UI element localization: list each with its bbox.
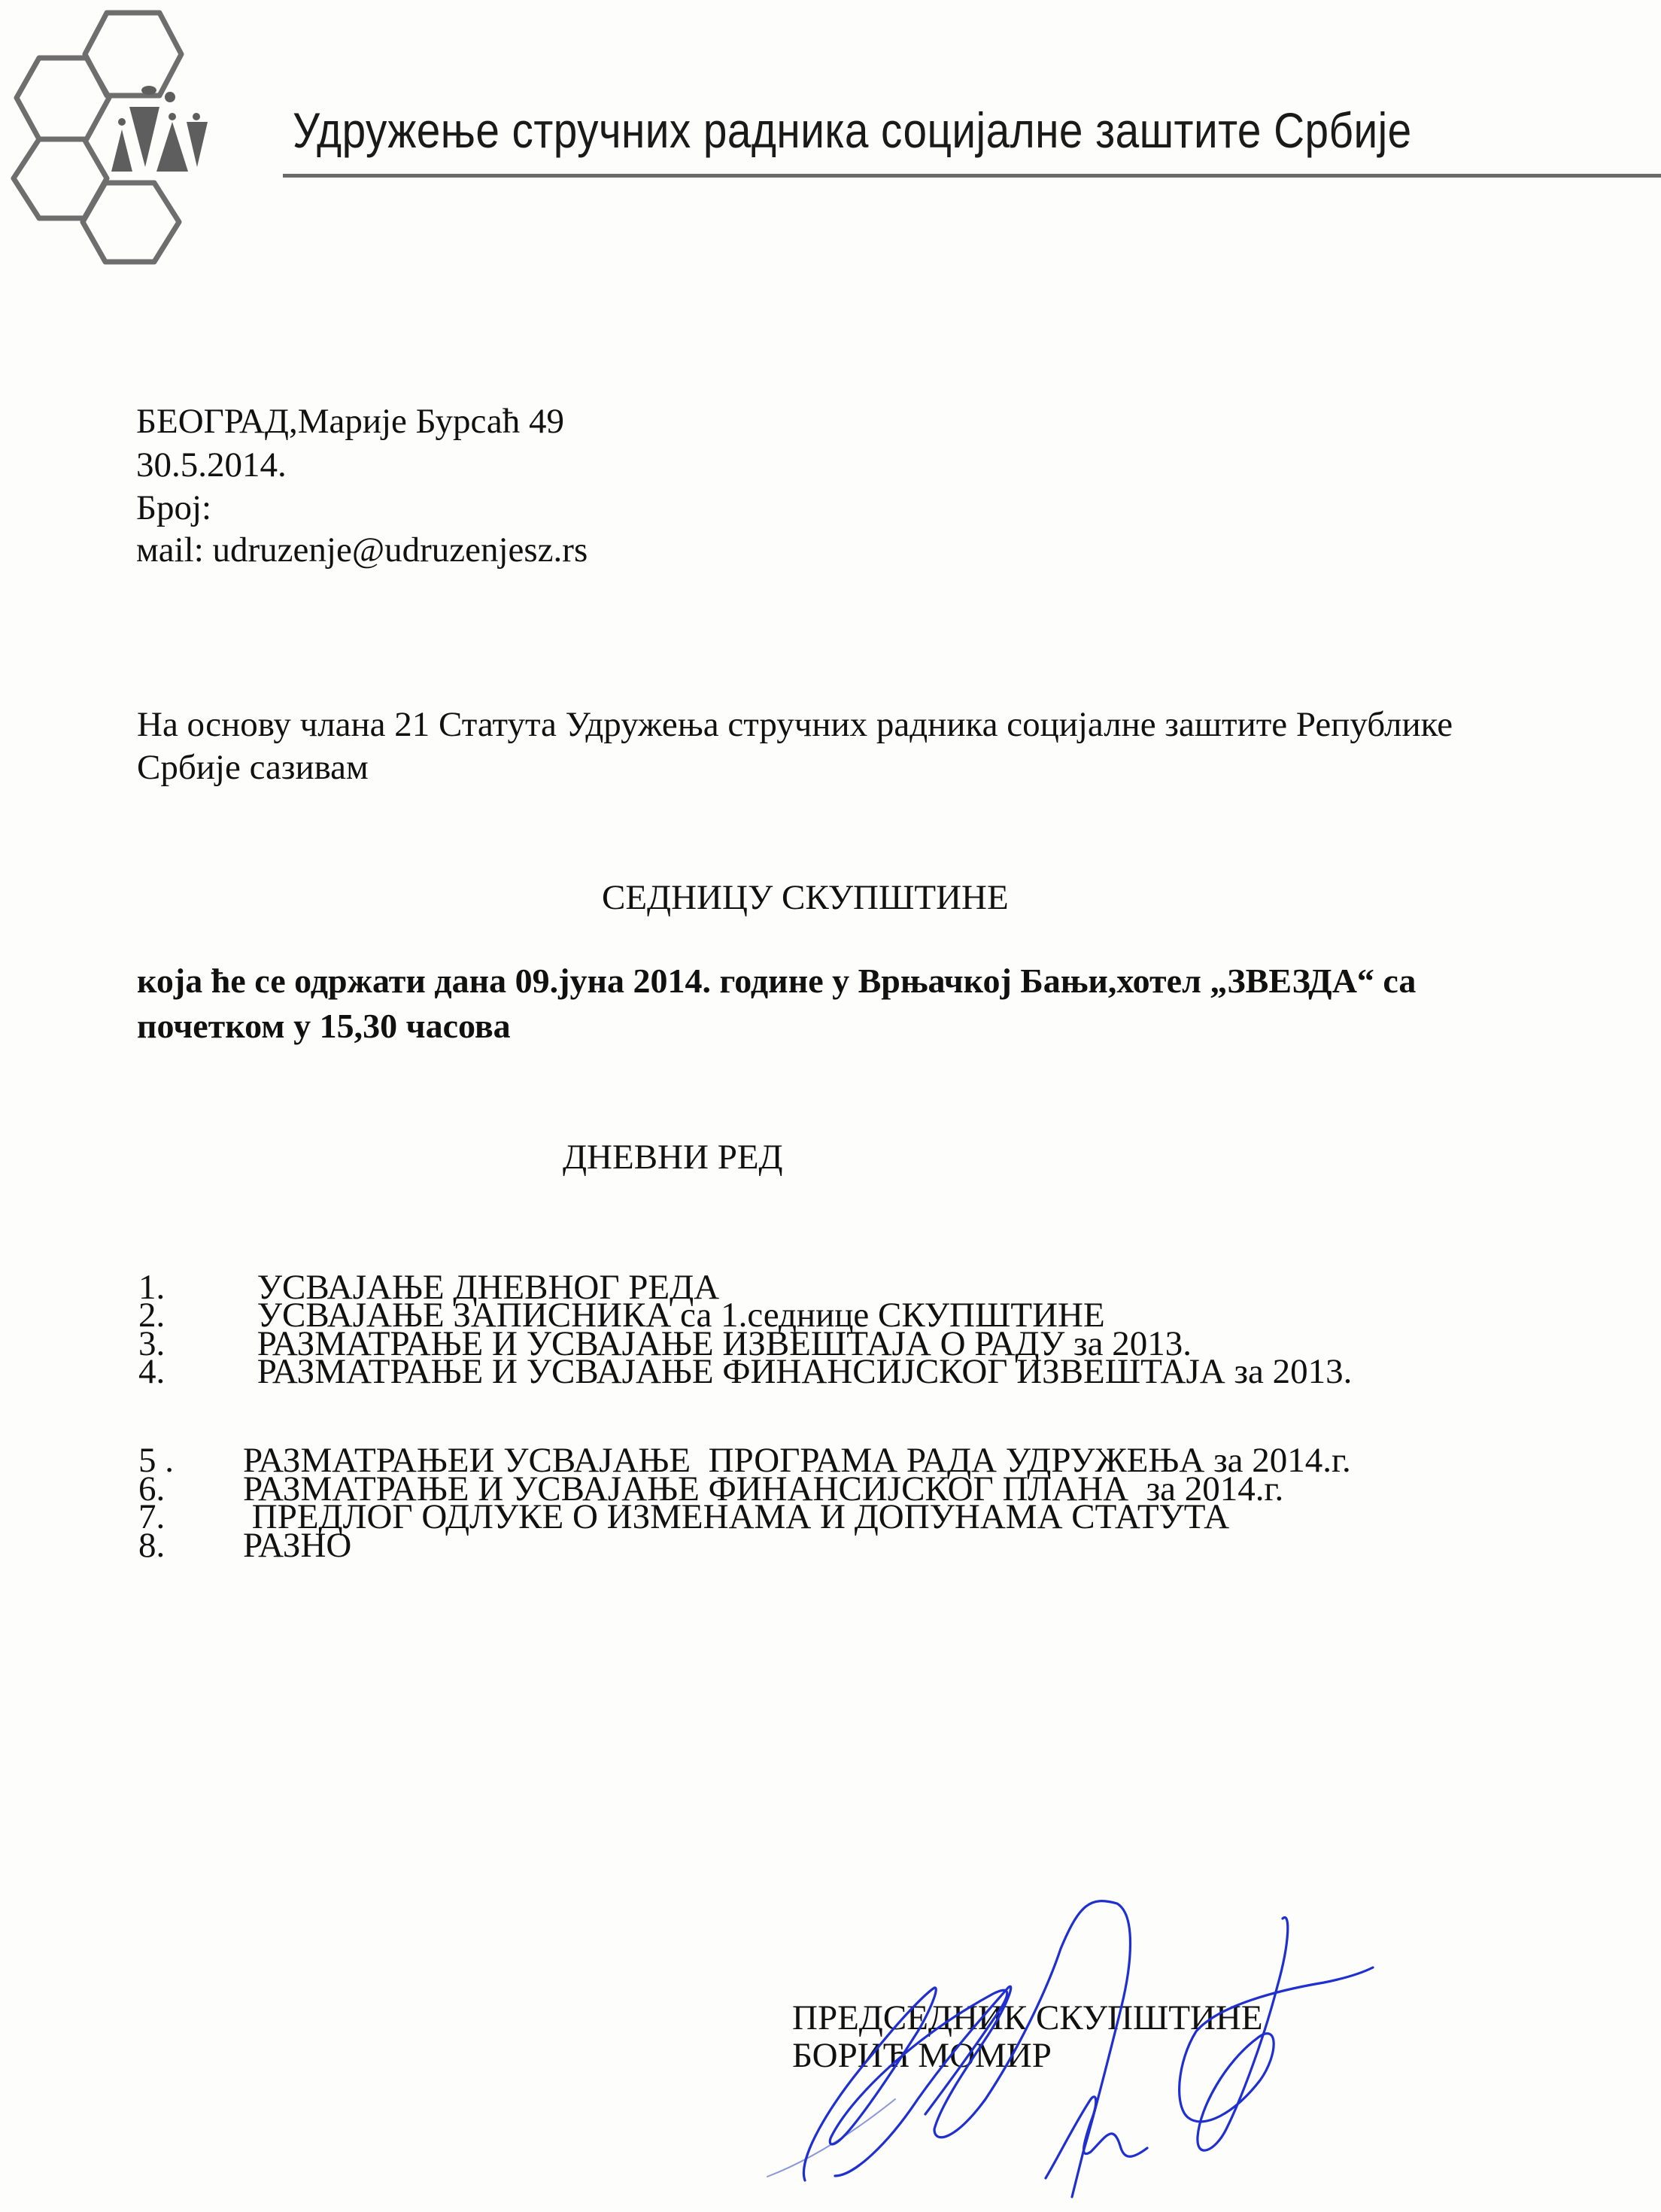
agenda-item-text: УСВАЈАЊЕ ЗАПИСНИКА са 1.седнице СКУПШТИНЕ xyxy=(248,1296,1105,1335)
association-logo xyxy=(0,0,226,271)
email-line: мail: udruzenje@udruzenjesz.rs xyxy=(136,530,588,570)
signature-stroke-middle xyxy=(1046,2097,1147,2178)
document-number-label: Број: xyxy=(136,488,212,527)
meeting-details-line-2: почетком у 15,30 часова xyxy=(137,1007,511,1045)
signature-stroke-faint xyxy=(767,2099,895,2177)
logo-figures xyxy=(111,86,208,172)
signatory-name: БОРИЋ МОМИР xyxy=(792,2036,1052,2075)
organization-name: Удружење стручних радника социјалне заштите Србије xyxy=(293,102,1412,158)
header-divider xyxy=(283,174,1661,178)
agenda-item-text: РАЗНО xyxy=(243,1526,352,1565)
meeting-details-line-1: која ће се одржати дана 09.јуна 2014. године у Врњачкој Бањи,хотел „ЗВЕЗДА“ са xyxy=(137,962,1417,1000)
signatory-title: ПРЕДСЕДНИК СКУПШТИНЕ xyxy=(792,1998,1263,2037)
intro-line-2: Србије сазивам xyxy=(137,748,369,787)
sender-address: БЕОГРАД,Марије Бурсаћ 49 xyxy=(136,402,565,441)
agenda-item-number: 1. xyxy=(138,1268,165,1307)
convocation-title: СЕДНИЦУ СКУПШТИНЕ xyxy=(602,878,1009,917)
agenda-item-text: РАЗМАТРАЊЕ И УСВАЈАЊЕ ФИНАНСИЈСКОГ ПЛАНА за 2014.г. xyxy=(243,1469,1284,1509)
agenda-item-text: УСВАЈАЊЕ ДНЕВНОГ РЕДА xyxy=(248,1268,720,1307)
agenda-item-text: ПРЕДЛОГ ОДЛУКЕ О ИЗМЕНАМА И ДОПУНАМА СТАТУТА xyxy=(243,1497,1230,1536)
agenda-item-number: 8. xyxy=(138,1526,165,1565)
agenda-item-text: РАЗМАТРАЊЕ И УСВАЈАЊЕ ФИНАНСИЈСКОГ ИЗВЕШТАЈА за 2013. xyxy=(248,1352,1353,1391)
agenda-title: ДНЕВНИ РЕД xyxy=(563,1138,783,1177)
agenda-item-number: 7. xyxy=(138,1497,165,1536)
agenda-item-number: 5 . xyxy=(138,1441,174,1480)
document-date: 30.5.2014. xyxy=(136,445,287,485)
logo-hexagon-bottom xyxy=(83,183,179,262)
logo-hexagon-left-upper xyxy=(17,58,109,139)
agenda-item-text: РАЗМАТРАЊЕИ УСВАЈАЊЕ ПРОГРАМА РАДА УДРУЖЕЊА за 2014.г. xyxy=(243,1441,1351,1480)
agenda-item-number: 6. xyxy=(138,1469,165,1509)
intro-line-1: На основу члана 21 Статута Удружења стручних радника социјалне заштите Републике xyxy=(137,705,1453,744)
agenda-item-number: 4. xyxy=(138,1352,165,1391)
agenda-item-number: 3. xyxy=(138,1324,165,1363)
agenda-item-text: РАЗМАТРАЊЕ И УСВАЈАЊЕ ИЗВЕШТАЈА О РАДУ за 2013. xyxy=(248,1324,1192,1363)
agenda-item-number: 2. xyxy=(138,1296,165,1335)
